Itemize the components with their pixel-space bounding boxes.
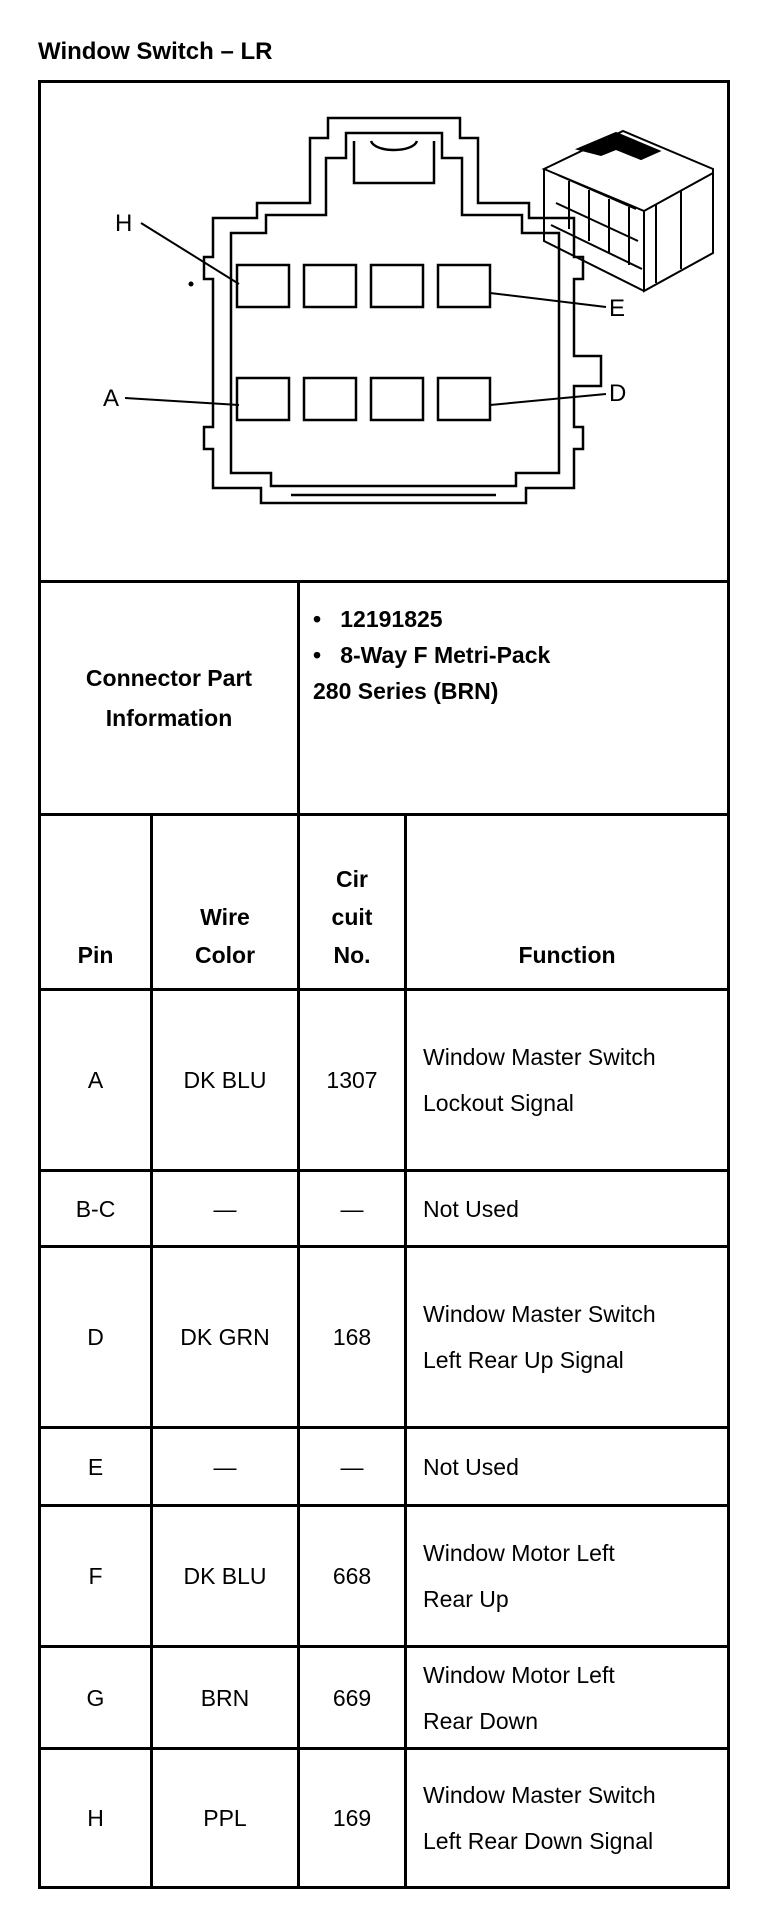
row-bc-pin: B-C [75, 1195, 116, 1222]
connector-inner [231, 133, 559, 486]
row-bc-wire: — [213, 1195, 237, 1222]
pin-label-a: A [103, 385, 120, 412]
leader-a [125, 398, 239, 405]
row-e-pin: E [87, 1453, 104, 1480]
row-bc-function: Not Used [423, 1195, 519, 1222]
row-d-circuit: 168 [332, 1324, 372, 1350]
connector-table [38, 80, 730, 1889]
row-h-circuit: 169 [332, 1805, 372, 1831]
cavity-g [304, 265, 356, 307]
row-a-circuit: 1307 [326, 1067, 378, 1093]
row-e-wire: — [213, 1453, 237, 1480]
row-d-wire: DK GRN [180, 1324, 270, 1350]
row-d-function: Window Master Switch Left Rear Up Signal [423, 1301, 656, 1373]
connector-part-values [300, 583, 727, 813]
row-h-function: Window Master Switch Left Rear Down Signal [423, 1782, 656, 1854]
row-g-function: Window Motor Left Rear Down [423, 1661, 615, 1734]
cavity-b [304, 378, 356, 420]
leader-e [490, 293, 606, 307]
cavity-h [237, 265, 289, 307]
connector-type-item: • 8-Way F Metri-Pack [313, 642, 551, 668]
rule-right [727, 80, 730, 1889]
row-g-wire: BRN [200, 1684, 250, 1711]
row-a-wire: DK BLU [183, 1067, 267, 1093]
leader-h [141, 223, 239, 284]
header-wire-color: Wire Color [194, 904, 256, 968]
row-e-circuit: — [340, 1453, 364, 1480]
rule-bottom [38, 1886, 730, 1889]
row-g-pin: G [86, 1684, 105, 1711]
cavity-d [438, 378, 490, 420]
row-f-function: Window Motor Left Rear Up [423, 1540, 615, 1612]
row-e-function: Not Used [423, 1453, 519, 1480]
connector-series: 280 Series (BRN) [313, 678, 499, 704]
connector-3d-view [544, 131, 713, 291]
leader-d [490, 394, 606, 405]
pin-label-h: H [115, 210, 133, 237]
row-h-pin: H [87, 1805, 104, 1831]
header-circuit-no: Cir cuit No. [331, 866, 373, 968]
pin-label-d: D [609, 380, 627, 407]
cavity-e [438, 265, 490, 307]
row-f-circuit: 668 [332, 1563, 372, 1589]
row-g-circuit: 669 [332, 1684, 372, 1711]
row-bc-circuit: — [340, 1195, 364, 1222]
row-a-function: Window Master Switch Lockout Signal [423, 1044, 656, 1116]
page-title: Window Switch – LR [38, 38, 273, 65]
row-h-wire: PPL [203, 1805, 247, 1831]
latch-detail [354, 141, 434, 183]
connector-part-label [41, 583, 297, 813]
cavity-c [371, 378, 423, 420]
pin-label-e: E [609, 295, 626, 322]
row-f-wire: DK BLU [183, 1563, 267, 1589]
header-pin: Pin [77, 942, 114, 968]
connector-part-label-text: Connector Part Information [85, 665, 253, 731]
row-d-pin: D [87, 1324, 104, 1350]
part-number-item: • 12191825 [313, 606, 443, 632]
connector-diagram [41, 83, 727, 580]
row-a-pin: A [87, 1067, 104, 1093]
cavity-f [371, 265, 423, 307]
row-f-pin: F [88, 1563, 103, 1589]
connector-housing [204, 118, 601, 503]
header-function: Function [518, 942, 616, 968]
cavity-a [237, 378, 289, 420]
